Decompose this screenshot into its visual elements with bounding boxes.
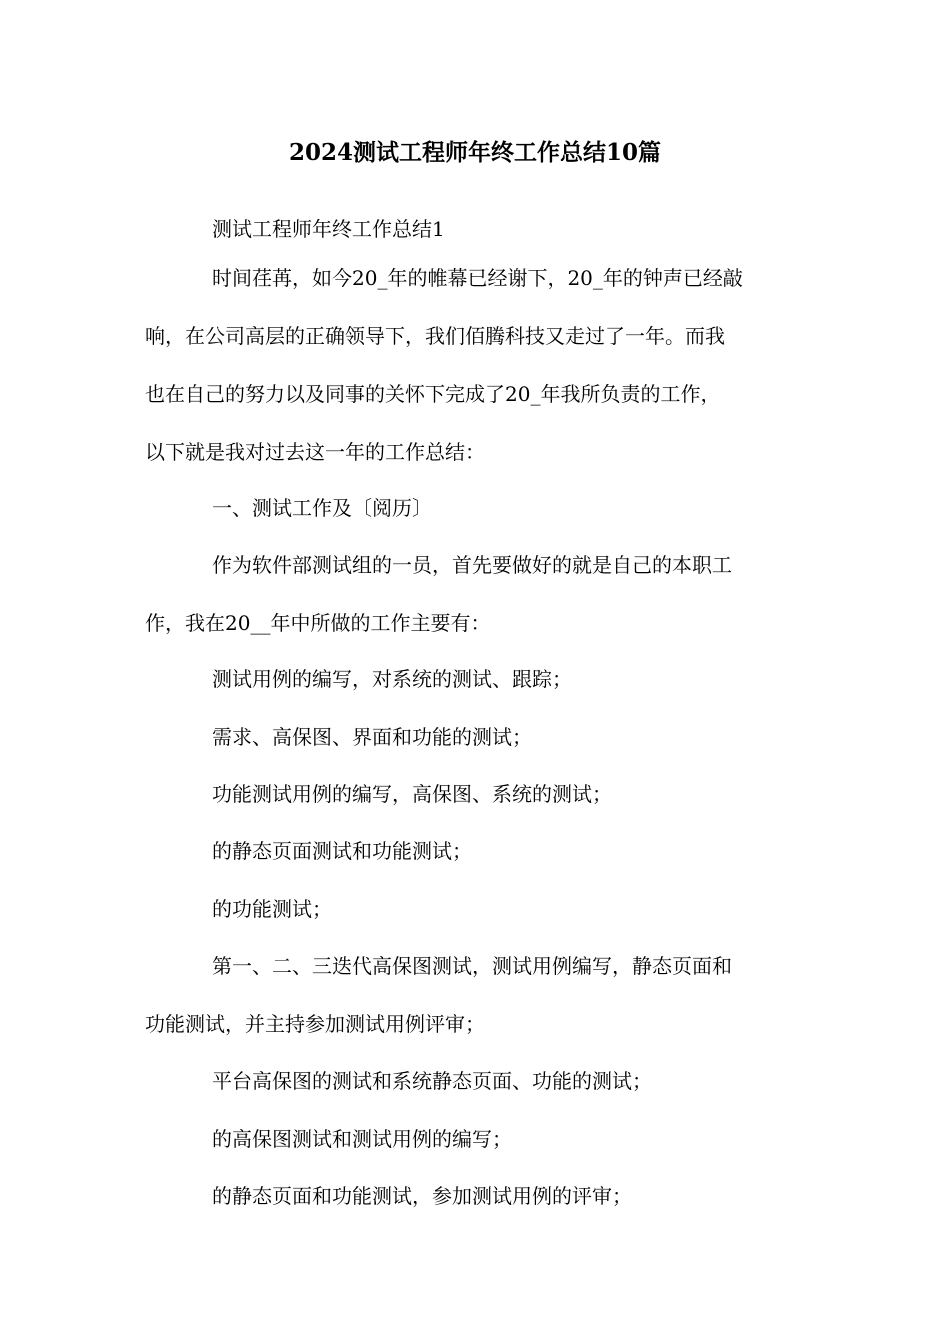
- list-item: [145, 822, 810, 880]
- list-item-text: 需求、高保图、界面和功能的测试；: [212, 725, 532, 749]
- list-item: [145, 765, 810, 823]
- paragraph-line: 第一、二、三迭代高保图测试，测试用例编写，静态页面和: [212, 954, 732, 978]
- list-item: [145, 1167, 810, 1225]
- section-heading-line: 一、测试工作及〔阅历〕: [212, 496, 432, 520]
- subtitle-line: 测试工程师年终工作总结1: [212, 217, 445, 241]
- paragraph-intro: [145, 249, 810, 481]
- list-item-text: 的静态页面测试和功能测试；: [212, 839, 472, 863]
- paragraph-line: 功能测试，并主持参加测试用例评审；: [145, 1012, 485, 1036]
- section-heading: [145, 479, 810, 537]
- paragraph-line: 作为软件部测试组的一员，首先要做好的就是自己的本职工: [212, 553, 732, 577]
- list-item: [145, 1110, 810, 1168]
- list-item-text: 的静态页面和功能测试，参加测试用例的评审；: [212, 1184, 632, 1208]
- list-item-text: 测试用例的编写，对系统的测试、跟踪；: [212, 667, 572, 691]
- list-item: [145, 880, 810, 938]
- list-item-text: 的功能测试；: [212, 897, 332, 921]
- list-item-text: 功能测试用例的编写，高保图、系统的测试；: [212, 782, 612, 806]
- paragraph-duties: [145, 536, 810, 652]
- paragraph-line: 响，在公司高层的正确领导下，我们佰腾科技又走过了一年。而我: [145, 324, 725, 348]
- paragraph-line: 作，我在20__年中所做的工作主要有：: [145, 611, 491, 635]
- list-item: [145, 1052, 810, 1110]
- list-item-text: 的高保图测试和测试用例的编写；: [212, 1127, 512, 1151]
- document-title: 2024测试工程师年终工作总结10篇: [288, 139, 662, 166]
- list-item: [145, 708, 810, 766]
- paragraph-line: 以下就是我对过去这一年的工作总结：: [145, 440, 485, 464]
- paragraph-line: 也在自己的努力以及同事的关怀下完成了20_年我所负责的工作，: [145, 382, 721, 406]
- list-item: [145, 650, 810, 708]
- paragraph-iterations: [145, 937, 810, 1053]
- paragraph-line: 时间荏苒，如今20_年的帷幕已经谢下，20_年的钟声已经敲: [212, 266, 743, 290]
- list-item-text: 平台高保图的测试和系统静态页面、功能的测试；: [212, 1069, 652, 1093]
